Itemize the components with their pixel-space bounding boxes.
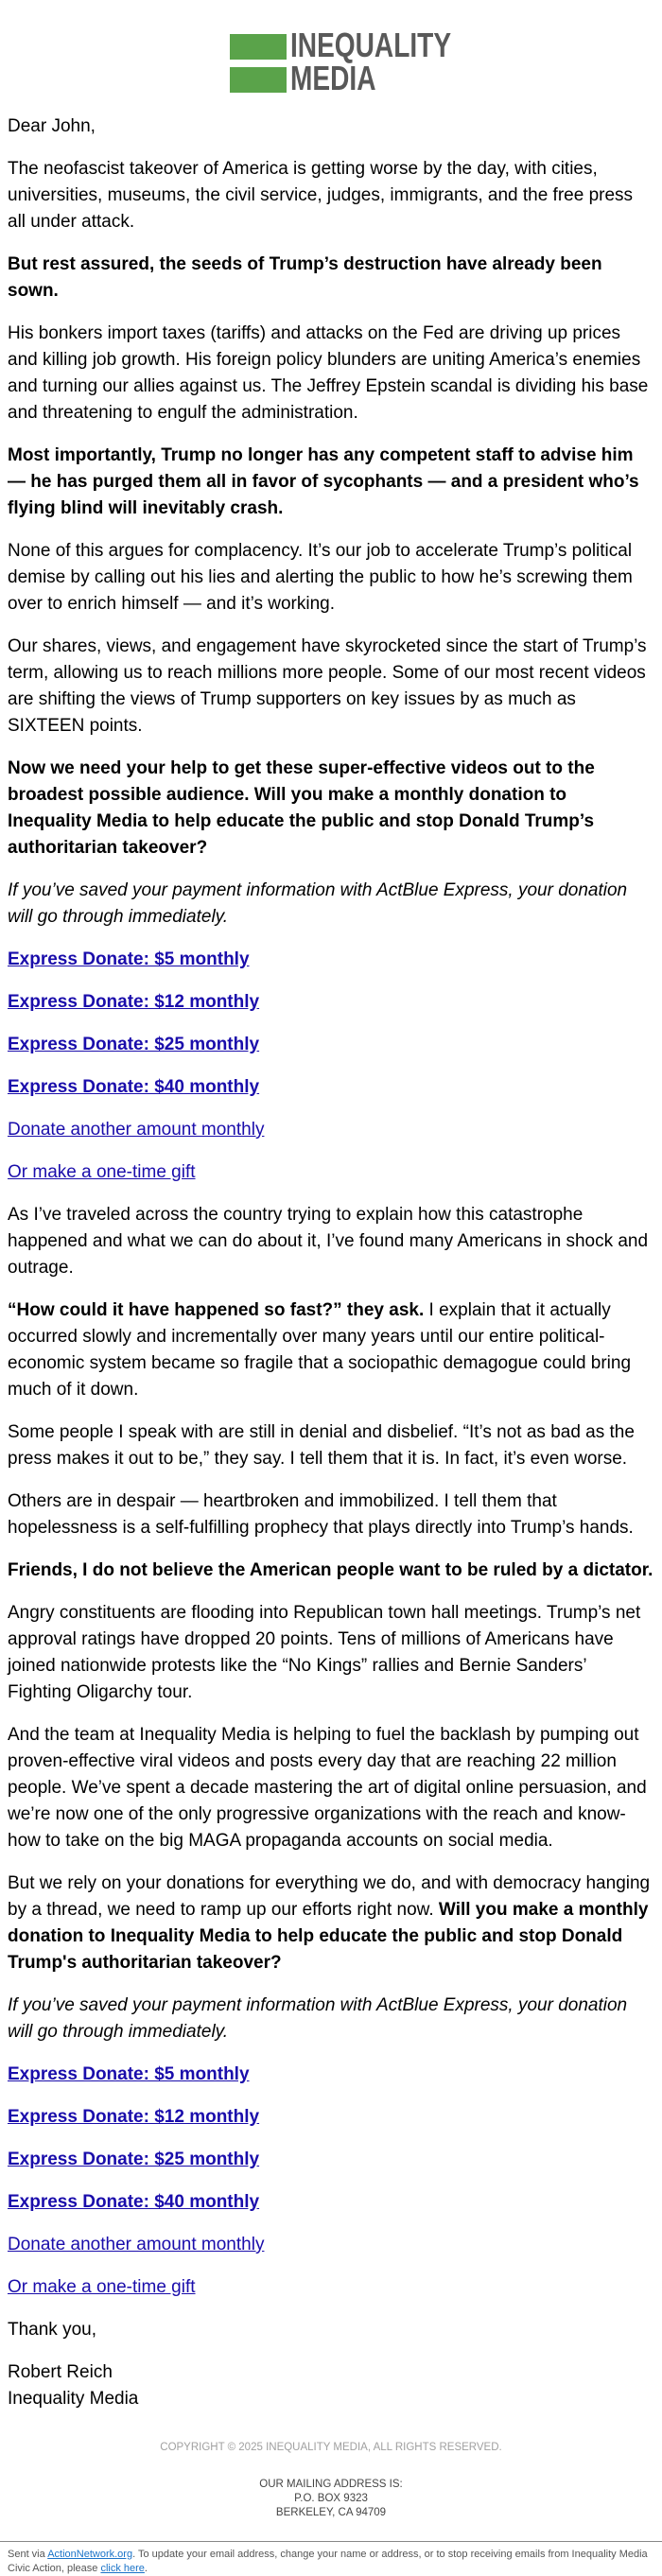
paragraph: And the team at Inequality Media is helping to fuel the backlash by pumping out proven-effective viral videos and posts every day that are reaching 22 million people. We’ve spent a decade mastering the art of digital online persuasion, and we’re now one of the only progressive organizations with the reach and know-how to take on the big MAGA propaganda accounts on social media. <box>8 1725 647 1851</box>
paragraph: Angry constituents are flooding into Republican town hall meetings. Trump’s net approval ratings have dropped 20 points. Tens of millions of Americans have joined nationwide protests like the “No Kings” rallies and Bernie Sanders’ Fighting Oligarchy tour. <box>8 1603 641 1702</box>
one-time-gift-link[interactable]: Or make a one-time gift <box>8 1162 196 1182</box>
logo-mark <box>230 34 287 95</box>
paragraph-text: But we rely on your donations for everything we do, and with democracy hanging by a thread, we need to ramp up our efforts right now. <box>8 1873 651 1920</box>
donation-ask: Now we need your help to get these super-effective videos out to the broadest possible audience. Will you make a monthly donation to Inequality Media to help educate the public and stop Donald Trump’s authoritarian takeover? <box>8 758 595 858</box>
signoff: Thank you, <box>8 2320 96 2340</box>
paragraph: As I’ve traveled across the country trying to explain how this catastrophe happened and what we can do about it, I’ve found many Americans in shock and outrage. <box>8 1205 649 1278</box>
paragraph: Our shares, views, and engagement have skyrocketed since the start of Trump’s term, allowing us to reach millions more people. Some of our most recent videos are shifting the views of Trump supporters on key issues by as much as SIXTEEN points. <box>8 636 647 736</box>
email-body <box>0 113 662 2412</box>
quote-bold: “How could it have happened so fast?” they ask. <box>8 1300 425 1320</box>
logo <box>0 0 662 113</box>
paragraph <box>8 1871 654 1976</box>
mailing-address-line2: BERKELEY, CA 94709 <box>275 2507 387 2518</box>
donation-ask-bold: Will you make a monthly donation to Inequality Media to help educate the public and stop Donald Trump's authoritarian takeover? <box>8 1900 649 1973</box>
express-donate-25-link[interactable]: Express Donate: $25 monthly <box>8 2150 260 2169</box>
paragraph-bold: But rest assured, the seeds of Trump’s destruction have already been sown. <box>8 254 602 301</box>
express-donate-40-link[interactable]: Express Donate: $40 monthly <box>8 1077 260 1097</box>
mailing-address-line1: P.O. BOX 9323 <box>294 2493 368 2504</box>
paragraph-text: I explain that it actually occurred slowly and incrementally over many years until our entire political-economic system became so fragile that a sociopathic demagogue could bring much of it down. <box>8 1300 632 1400</box>
actionnetwork-link[interactable]: ActionNetwork.org <box>47 2549 133 2560</box>
express-note: If you’ve saved your payment information with ActBlue Express, your donation will go through immediately. <box>8 880 628 927</box>
one-time-gift-link[interactable]: Or make a one-time gift <box>8 2277 196 2297</box>
sent-via-notice <box>0 2541 662 2576</box>
express-donate-12-link[interactable]: Express Donate: $12 monthly <box>8 992 260 1012</box>
unsubscribe-link[interactable]: click here <box>100 2563 145 2574</box>
express-donate-12-link[interactable]: Express Donate: $12 monthly <box>8 2107 260 2127</box>
paragraph <box>8 1297 654 1403</box>
paragraph-bold: Friends, I do not believe the American people want to be ruled by a dictator. <box>8 1560 653 1580</box>
sent-via-end: . <box>144 2563 148 2574</box>
donate-other-amount-link[interactable]: Donate another amount monthly <box>8 2235 265 2254</box>
paragraph: Others are in despair — heartbroken and immobilized. I tell them that hopelessness is a self-fulfilling prophecy that plays directly into Trump’s hands. <box>8 1491 634 1538</box>
paragraph: His bonkers import taxes (tariffs) and attacks on the Fed are driving up prices and killing job growth. His foreign policy blunders are uniting America’s enemies and turning our allies against us. The Jeffrey Epstein scandal is dividing his base and threatening to engulf the administration. <box>8 323 649 423</box>
express-donate-40-link[interactable]: Express Donate: $40 monthly <box>8 2192 260 2212</box>
express-note: If you’ve saved your payment information with ActBlue Express, your donation will go through immediately. <box>8 1995 628 2042</box>
signature-org: Inequality Media <box>8 2389 139 2409</box>
paragraph: None of this argues for complacency. It’s our job to accelerate Trump’s political demise by calling out his lies and alerting the public to how he’s screwing them over to enrich himself — and it’s working. <box>8 541 633 614</box>
signature <box>8 2359 654 2412</box>
logo-bar-top <box>230 34 287 60</box>
express-donate-5-link[interactable]: Express Donate: $5 monthly <box>8 949 250 969</box>
footer <box>0 2441 662 2520</box>
express-donate-5-link[interactable]: Express Donate: $5 monthly <box>8 2064 250 2084</box>
logo-text <box>290 28 451 95</box>
copyright: COPYRIGHT © 2025 INEQUALITY MEDIA, ALL RIGHTS RESERVED. <box>160 2442 502 2453</box>
logo-bar-bottom <box>230 67 287 93</box>
paragraph: Some people I speak with are still in denial and disbelief. “It’s not as bad as the press makes it out to be,” they say. I tell them that it is. In fact, it’s even worse. <box>8 1422 635 1469</box>
sent-via-prefix: Sent via <box>8 2549 48 2560</box>
signature-name: Robert Reich <box>8 2362 113 2382</box>
express-donate-25-link[interactable]: Express Donate: $25 monthly <box>8 1035 260 1054</box>
sent-via-middle: . To update your email address, change your name or address, or to stop receiving emails from Inequality Media Civic Action, please <box>8 2549 648 2574</box>
logo-line1: INEQUALITY <box>290 26 452 64</box>
paragraph-bold: Most importantly, Trump no longer has any competent staff to advise him — he has purged them all in favor of sycophants — and a president who’s flying blind will inevitably crash. <box>8 445 639 518</box>
mailing-address-label: OUR MAILING ADDRESS IS: <box>259 2479 403 2490</box>
greeting: Dear John, <box>8 116 96 136</box>
logo-line2: MEDIA <box>290 59 376 97</box>
paragraph: The neofascist takeover of America is getting worse by the day, with cities, universities, museums, the civil service, judges, immigrants, and the free press all under attack. <box>8 159 634 232</box>
donate-other-amount-link[interactable]: Donate another amount monthly <box>8 1120 265 1140</box>
